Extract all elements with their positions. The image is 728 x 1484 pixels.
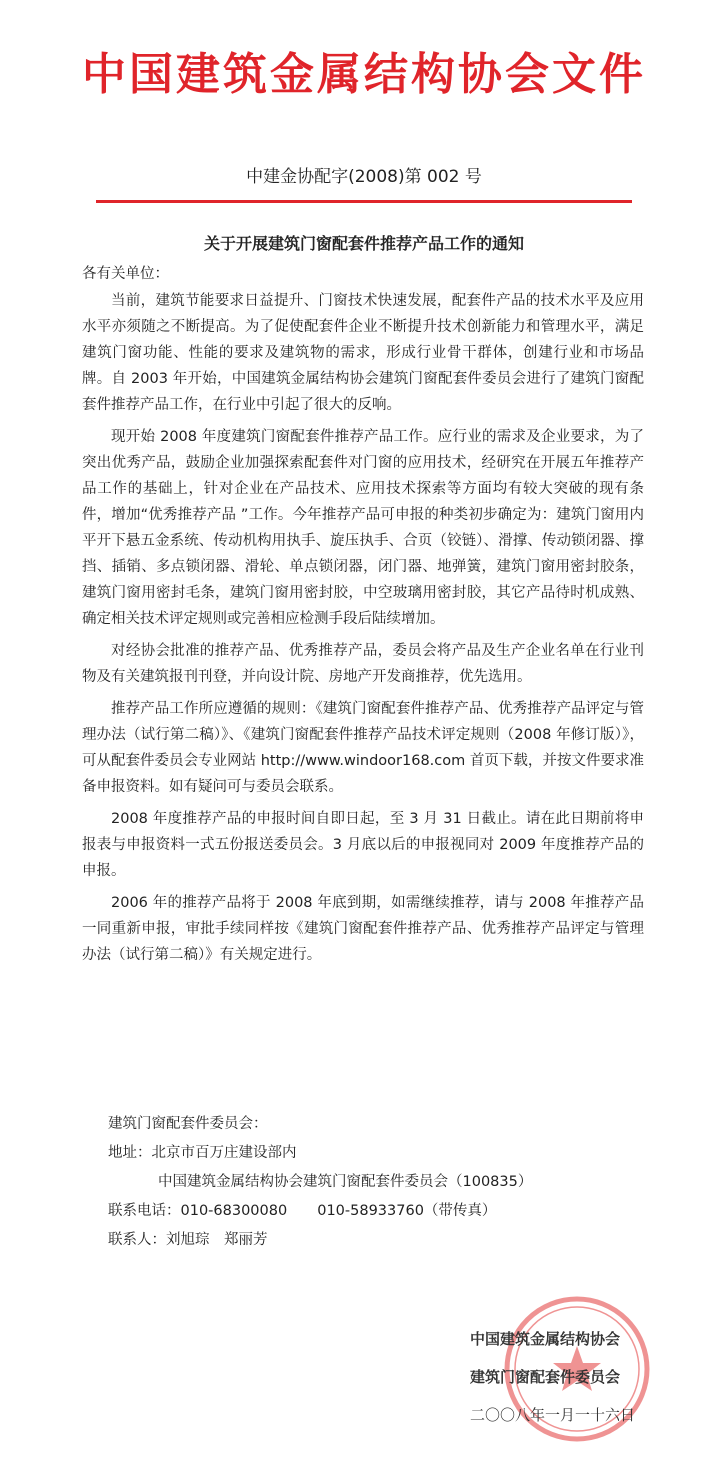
address-line-2: 中国建筑金属结构协会建筑门窗配套件委员会（100835） xyxy=(158,1174,533,1190)
paragraph-3: 对经协会批准的推荐产品、优秀推荐产品，委员会将产品及生产企业名单在行业刊物及有关建筑报刊刊登，并向设计院、房地产开发商推荐，优先选用。 xyxy=(82,643,644,685)
notice-title: 关于开展建筑门窗配套件推荐产品工作的通知 xyxy=(203,234,524,253)
fax-number: 010-58933760（带传真） xyxy=(317,1203,497,1219)
salutation: 各有关单位： xyxy=(82,266,169,282)
phone-line xyxy=(108,1197,532,1226)
paragraph-2: 现开始 2008 年度建筑门窗配套件推荐产品工作。应行业的需求及企业要求，为了突出优秀产品，鼓励企业加强探索配套件对门窗的应用技术，经研究在开展五年推荐产品工作的基础上，针对企业在产品技术、应用技术探索等方面均有较大突破的现有条件，增加“优秀推荐产品 ”工作。今年推荐产品可申报的种类初步确定为：建筑门窗用内平开下悬五金系统、传动机构用执手、旋压执手、合页（铰链）、滑撑、传动锁闭器、撑挡、插销、多点锁闭器、滑轮、单点锁闭器，闭门器、地弹簧，建筑门窗用密封胶条，建筑门窗用密封毛条，建筑门窗用密封胶，中空玻璃用密封胶，其它产品待时机成熟、确定相关技术评定规则或完善相应检测手段后陆续增加。 xyxy=(82,429,644,627)
phone-number: 联系电话：010-68300080 xyxy=(108,1203,288,1219)
paragraph-4: 推荐产品工作所应遵循的规则：《建筑门窗配套件推荐产品、优秀推荐产品评定与管理办法（试行第二稿）》、《建筑门窗配套件推荐产品技术评定规则（2008 年修订版）》，可从配套件委员会专业网站 http://www.windoor168.com 首页下载，并按文件要求准备申报资料。如有疑问可与委员会联系。 xyxy=(82,701,644,795)
committee-name: 建筑门窗配套件委员会： xyxy=(108,1116,268,1132)
document-masthead: 中国建筑金属结构协会文件 xyxy=(82,49,646,100)
paragraph-1: 当前，建筑节能要求日益提升、门窗技术快速发展，配套件产品的技术水平及应用水平亦须随之不断提高。为了促使配套件企业不断提升技术创新能力和管理水平，满足建筑门窗功能、性能的要求及建筑物的需求，形成行业骨干群体，创建行业和市场品牌。自 2003 年开始，中国建筑金属结构协会建筑门窗配套件委员会进行了建筑门窗配套件推荐产品工作，在行业中引起了很大的反响。 xyxy=(82,293,644,413)
signature-block xyxy=(470,1320,635,1434)
contact-persons: 联系人：刘旭琮 郑丽芳 xyxy=(108,1232,268,1248)
address-line: 地址：北京市百万庄建设部内 xyxy=(108,1145,297,1161)
contact-block xyxy=(108,1110,532,1255)
notice-body xyxy=(82,288,644,974)
document-number: 中建金协配字(2008)第 002 号 xyxy=(246,167,482,187)
signature-date: 二〇〇八年一月一十六日 xyxy=(470,1406,636,1424)
signature-org-1: 中国建筑金属结构协会 xyxy=(470,1330,621,1348)
paragraph-5: 2008 年度推荐产品的申报时间自即日起，至 3 月 31 日截止。请在此日期前将申报表与申报资料一式五份报送委员会。3 月底以后的申报视同对 2009 年度推荐产品的申报。 xyxy=(82,811,644,879)
header-divider xyxy=(96,200,632,203)
paragraph-6: 2006 年的推荐产品将于 2008 年底到期，如需继续推荐，请与 2008 年推荐产品一同重新申报，审批手续同样按《建筑门窗配套件推荐产品、优秀推荐产品评定与管理办法（试行第二稿）》有关规定进行。 xyxy=(82,895,644,963)
signature-org-2: 建筑门窗配套件委员会 xyxy=(470,1368,621,1386)
